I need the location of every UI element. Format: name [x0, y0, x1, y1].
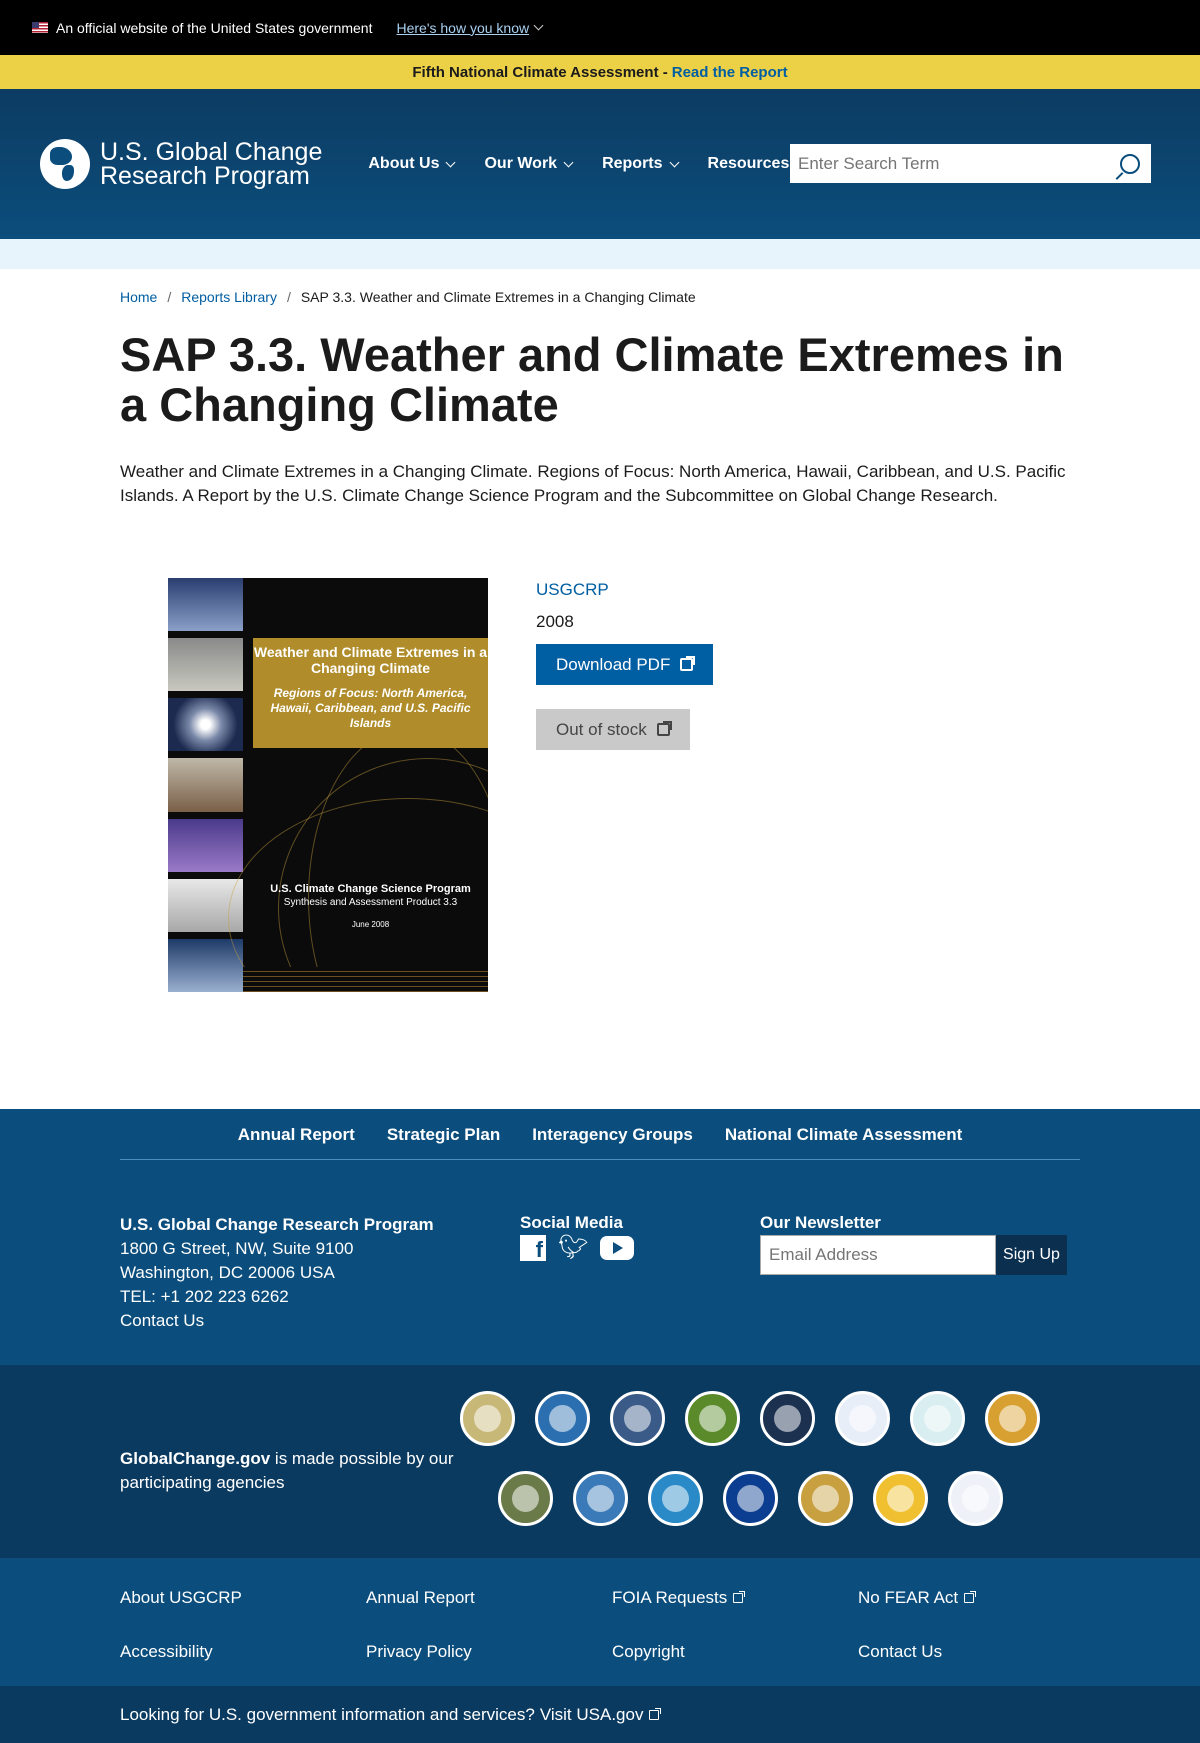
- site-header: [0, 89, 1200, 239]
- facebook-icon[interactable]: f: [520, 1235, 546, 1261]
- footer-primary: [0, 1109, 1200, 1365]
- footer-contact-link[interactable]: Contact Us: [120, 1311, 205, 1330]
- cover-arc: [308, 728, 488, 992]
- cover-lines: [243, 967, 488, 992]
- cover-thumb-storm: [168, 578, 243, 631]
- agencies-section: [0, 1365, 1200, 1558]
- footer-link-annual-report[interactable]: Annual Report: [237, 1125, 355, 1144]
- footer-link-label: Copyright: [612, 1642, 685, 1661]
- external-link-icon: [649, 1710, 659, 1720]
- publisher-link[interactable]: USGCRP: [536, 580, 609, 599]
- smithsonian-seal-icon[interactable]: [873, 1471, 928, 1526]
- nav-label: Resources: [707, 155, 790, 172]
- footer-link-label: Accessibility: [120, 1642, 213, 1661]
- agency-seal-row: [460, 1391, 1040, 1446]
- cover-thumb-hurricane: [168, 698, 243, 751]
- chevron-down-icon: [446, 157, 456, 167]
- alert-text: Fifth National Climate Assessment -: [412, 63, 668, 81]
- gov-identifier: [0, 1686, 1200, 1743]
- footer-annual-report[interactable]: [366, 1588, 475, 1608]
- logo-line-2: Research Program: [100, 162, 310, 190]
- footer-link-label: Annual Report: [366, 1588, 475, 1607]
- cover-title: Weather and Climate Extremes in a Changing Climate: [253, 644, 488, 676]
- footer-about-usgcrp[interactable]: [120, 1588, 242, 1608]
- energy-seal-icon[interactable]: [685, 1391, 740, 1446]
- state-seal-icon[interactable]: [498, 1471, 553, 1526]
- external-link-icon: [733, 1593, 743, 1603]
- footer-no-fear-act[interactable]: [858, 1588, 974, 1608]
- footer-tel: TEL: +1 202 223 6262: [120, 1287, 289, 1306]
- footer-social: [520, 1213, 760, 1333]
- chevron-down-icon: [534, 21, 544, 31]
- newsletter-form: [760, 1235, 1067, 1275]
- report-details: [120, 578, 1080, 992]
- site-logo[interactable]: [40, 139, 322, 189]
- defense-seal-icon[interactable]: [610, 1391, 665, 1446]
- breadcrumb-separator: /: [286, 289, 291, 305]
- transportation-seal-icon[interactable]: [573, 1471, 628, 1526]
- footer-link-label: About USGCRP: [120, 1588, 242, 1607]
- footer-contact-us[interactable]: [858, 1642, 942, 1662]
- logo-text: [100, 140, 322, 188]
- visit-usa-gov-link[interactable]: [540, 1705, 660, 1725]
- hud-seal-icon[interactable]: [910, 1391, 965, 1446]
- cover-thumb-flood: [168, 638, 243, 691]
- footer-primary-links: [120, 1109, 1080, 1160]
- us-flag-icon: [32, 22, 48, 33]
- cover-product: Synthesis and Assessment Product 3.3: [283, 897, 458, 908]
- report-meta: [536, 578, 713, 992]
- footer-link-strategic-plan[interactable]: Strategic Plan: [386, 1125, 501, 1144]
- nav-reports[interactable]: [602, 155, 677, 173]
- dhs-seal-icon[interactable]: [835, 1391, 890, 1446]
- cover-thumb-wind: [168, 939, 243, 992]
- main-nav: [368, 155, 804, 173]
- breadcrumb-separator: /: [167, 289, 172, 305]
- footer-copyright[interactable]: [612, 1642, 685, 1662]
- footer-accessibility[interactable]: [120, 1642, 213, 1662]
- out-of-stock-button: [536, 709, 690, 750]
- agency-seal-row: [498, 1471, 1040, 1526]
- heres-how-you-know-label: Here's how you know: [396, 19, 530, 36]
- agencies-text: [120, 1447, 460, 1558]
- visit-usa-gov-label: Visit USA.gov: [539, 1704, 644, 1724]
- interior-seal-icon[interactable]: [985, 1391, 1040, 1446]
- nav-our-work[interactable]: [484, 155, 572, 173]
- footer-address: [120, 1213, 520, 1333]
- heres-how-you-know-link[interactable]: [396, 20, 542, 36]
- commerce-seal-icon[interactable]: [535, 1391, 590, 1446]
- footer-address-line1: 1800 G Street, NW, Suite 9100: [120, 1239, 354, 1258]
- page-summary: Weather and Climate Extremes in a Changing Climate. Regions of Focus: North America, Hawaii, Caribbean, and U.S. Pacific Islands. A Report by the U.S. Climate Change Science Program and the Subcommittee on Global Change Research.: [120, 462, 1066, 505]
- sign-up-button[interactable]: Sign Up: [996, 1235, 1067, 1275]
- agency-seals: [460, 1365, 1040, 1558]
- report-year: 2008: [536, 612, 574, 631]
- footer-foia-requests[interactable]: [612, 1588, 743, 1608]
- nav-about-us[interactable]: [368, 155, 454, 173]
- logo-line-1: U.S. Global Change: [100, 138, 323, 166]
- out-of-stock-label: Out of stock: [556, 719, 647, 739]
- footer-newsletter: [760, 1213, 1067, 1333]
- main-content: [0, 289, 1200, 992]
- download-pdf-label: Download PDF: [556, 654, 671, 674]
- identifier-text: Looking for U.S. government information and services?: [120, 1704, 535, 1724]
- nav-label: Our Work: [484, 155, 558, 172]
- youtube-icon[interactable]: [600, 1236, 634, 1260]
- cover-title-box: [253, 638, 488, 748]
- cover-subtitle: Regions of Focus: North America, Hawaii, Caribbean, and U.S. Pacific Islands: [270, 686, 471, 730]
- footer-secondary-links: [0, 1558, 1200, 1686]
- search-button[interactable]: [1113, 147, 1147, 181]
- twitter-icon[interactable]: 🐦︎: [558, 1234, 589, 1261]
- cover-footer: [253, 883, 488, 929]
- email-field[interactable]: [760, 1235, 996, 1275]
- nav-label: About Us: [368, 155, 440, 172]
- footer-link-interagency-groups[interactable]: Interagency Groups: [532, 1125, 693, 1144]
- agencies-site-name: GlobalChange.gov: [120, 1449, 271, 1468]
- alert-banner: [0, 55, 1200, 89]
- chevron-down-icon: [564, 157, 574, 167]
- usda-seal-icon[interactable]: [460, 1391, 515, 1446]
- search-icon: [1120, 154, 1140, 174]
- footer-privacy-policy[interactable]: [366, 1642, 472, 1662]
- external-link-icon: [964, 1593, 974, 1603]
- footer-link-nca[interactable]: National Climate Assessment: [724, 1125, 963, 1144]
- external-link-icon: [657, 723, 670, 736]
- agencies-caption: is made possible by our participating agencies: [120, 1449, 454, 1492]
- gov-banner-text: An official website of the United States government: [56, 19, 373, 36]
- nav-label: Reports: [602, 155, 663, 172]
- breadcrumb: [120, 289, 1080, 305]
- chevron-down-icon: [669, 157, 679, 167]
- nasa-seal-icon[interactable]: [723, 1471, 778, 1526]
- download-pdf-button[interactable]: [536, 644, 713, 685]
- external-link-icon: [680, 658, 693, 671]
- page-title: SAP 3.3. Weather and Climate Extremes in a Changing Climate: [120, 328, 1064, 431]
- footer-address-line2: Washington, DC 20006 USA: [120, 1263, 335, 1282]
- epa-seal-icon[interactable]: [648, 1471, 703, 1526]
- social-icons: [520, 1235, 760, 1261]
- search-box: [790, 144, 1151, 183]
- footer-link-label: Contact Us: [858, 1642, 943, 1661]
- footer-org-name: U.S. Global Change Research Program: [120, 1215, 434, 1234]
- cover-thumb-lightning: [168, 819, 243, 872]
- report-cover-image: [168, 578, 488, 992]
- cover-program: U.S. Climate Change Science Program: [270, 883, 471, 895]
- cover-date: June 2008: [351, 920, 390, 929]
- footer-columns: [120, 1213, 1080, 1333]
- gov-banner: [0, 0, 1200, 55]
- footer-link-label: Privacy Policy: [366, 1642, 472, 1661]
- header-strip: [0, 239, 1200, 269]
- footer-link-label: FOIA Requests: [612, 1588, 728, 1607]
- footer-link-label: No FEAR Act: [858, 1588, 959, 1607]
- globe-icon: [40, 139, 90, 189]
- newsletter-heading: Our Newsletter: [760, 1213, 881, 1232]
- social-heading: Social Media: [520, 1213, 623, 1232]
- read-report-link[interactable]: Read the Report: [671, 63, 788, 81]
- breadcrumb-current: SAP 3.3. Weather and Climate Extremes in a Changing Climate: [300, 289, 696, 305]
- search-input[interactable]: [790, 144, 1113, 183]
- hhs-seal-icon[interactable]: [760, 1391, 815, 1446]
- nsf-seal-icon[interactable]: [798, 1471, 853, 1526]
- breadcrumb-reports-library[interactable]: Reports Library: [181, 289, 277, 305]
- usaid-seal-icon[interactable]: [948, 1471, 1003, 1526]
- breadcrumb-home[interactable]: Home: [120, 289, 158, 305]
- cover-thumb-drought: [168, 758, 243, 811]
